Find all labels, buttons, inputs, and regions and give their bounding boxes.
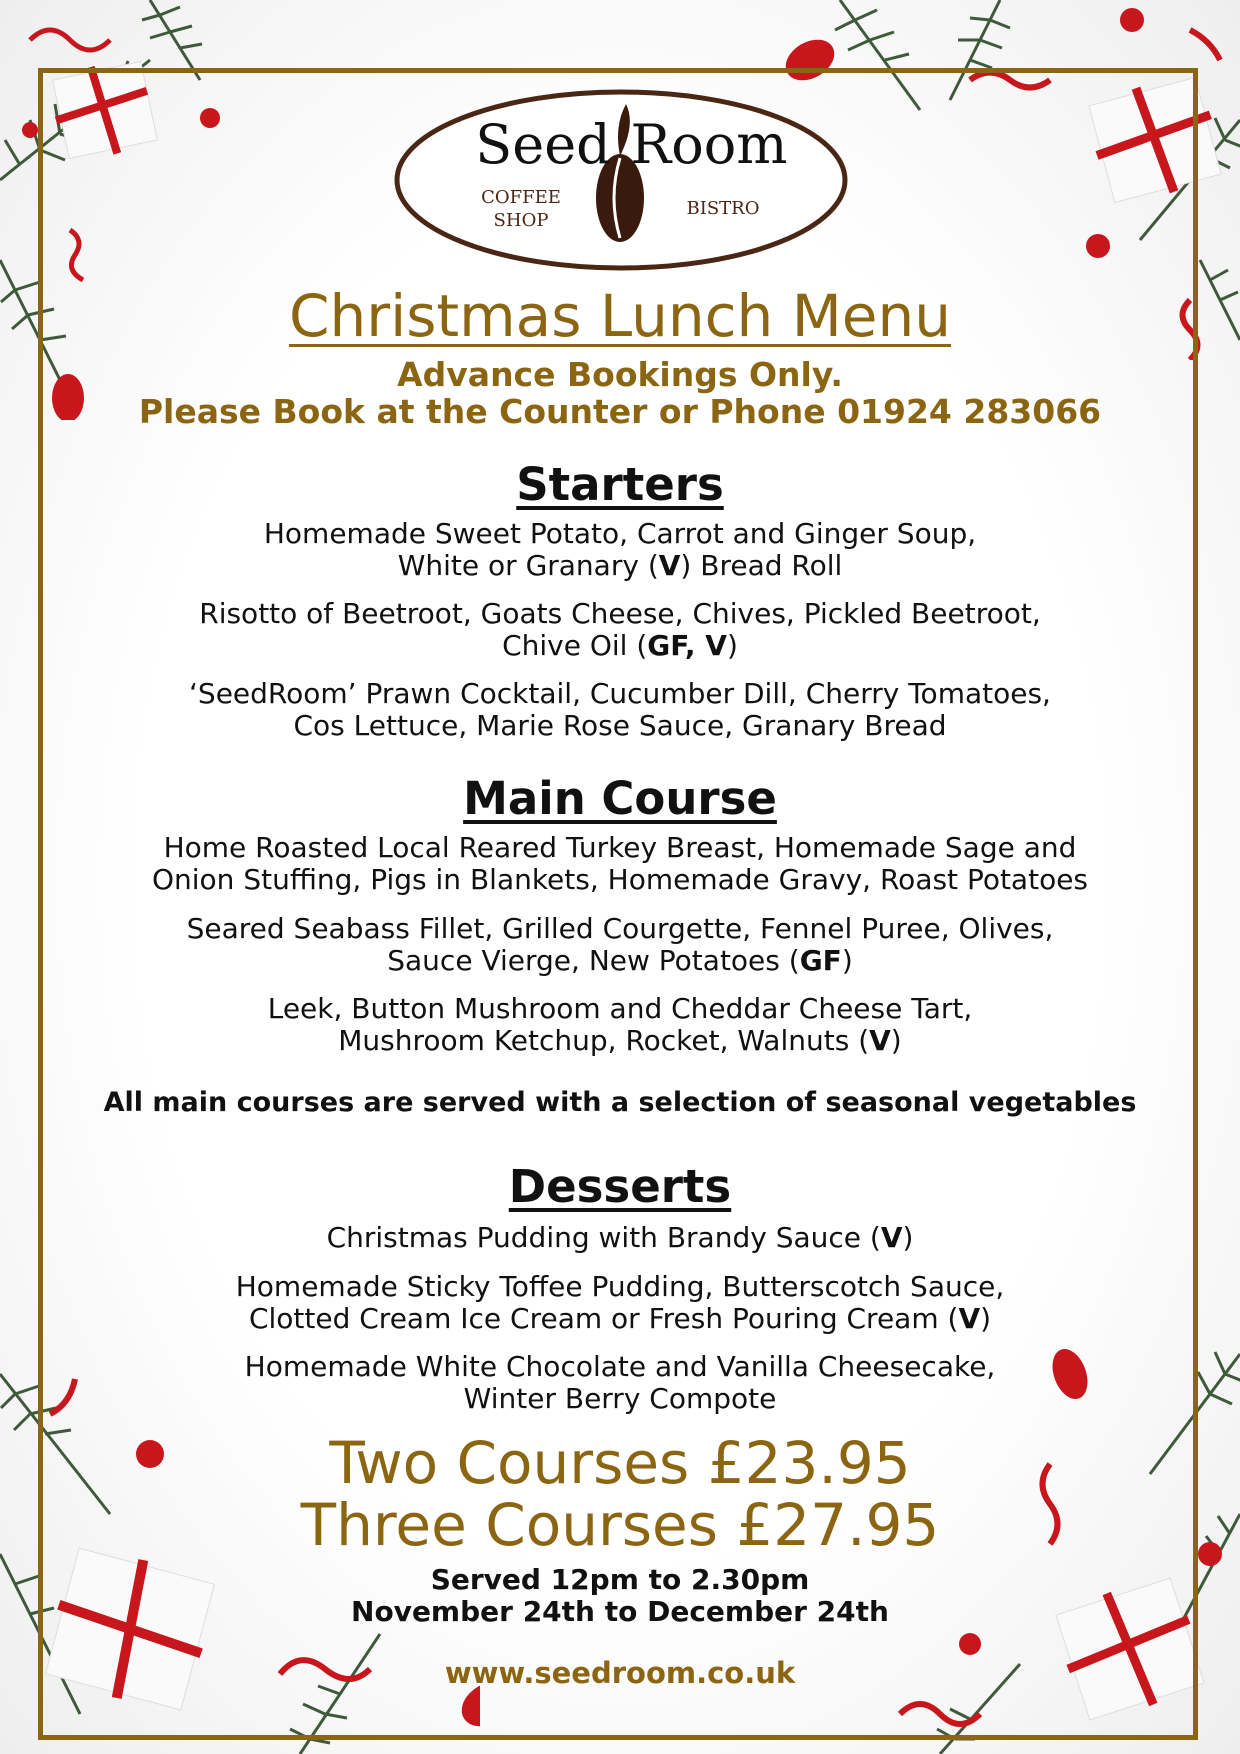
dietary-tag: V — [880, 1221, 903, 1254]
price-three-courses: Three Courses £27.95 — [300, 1491, 940, 1559]
main-3-line-2: Mushroom Ketchup, Rocket, Walnuts (V) — [338, 1024, 902, 1057]
starter-3-line-1: ‘SeedRoom’ Prawn Cocktail, Cucumber Dill, Cherry Tomatoes, — [189, 677, 1051, 710]
starter-2-line-1: Risotto of Beetroot, Goats Cheese, Chives, Pickled Beetroot, — [199, 597, 1041, 630]
dessert-2-line-1: Homemade Sticky Toffee Pudding, Butterscotch Sauce, — [235, 1270, 1005, 1303]
main-item-2 — [0, 913, 1240, 977]
starter-2-line-2: Chive Oil (GF, V) — [502, 629, 738, 662]
starter-1-line-1: Homemade Sweet Potato, Carrot and Ginger Soup, — [263, 517, 977, 550]
menu-title: Christmas Lunch Menu — [288, 282, 951, 350]
logo-sub-left-1: COFFEE — [481, 187, 561, 208]
main-1-line-1: Home Roasted Local Reared Turkey Breast, Homemade Sage and — [163, 831, 1077, 864]
dessert-3-line-1: Homemade White Chocolate and Vanilla Cheesecake, — [244, 1350, 996, 1383]
main-2-line-1: Seared Seabass Fillet, Grilled Courgette, Fennel Puree, Olives, — [186, 912, 1054, 945]
starter-1-line-2: White or Granary (V) Bread Roll — [397, 549, 843, 582]
main-item-1 — [0, 832, 1240, 896]
served-dates: November 24th to December 24th — [351, 1595, 889, 1628]
booking-line-2: Please Book at the Counter or Phone 01924 283066 — [138, 392, 1102, 431]
dessert-item-2 — [0, 1271, 1240, 1335]
logo-sub-left-2: SHOP — [493, 210, 549, 231]
main-1-line-2: Onion Stuffing, Pigs in Blankets, Homemade Gravy, Roast Potatoes — [151, 863, 1089, 896]
desserts-heading: Desserts — [508, 1160, 732, 1213]
logo-sub-right: BISTRO — [686, 198, 760, 219]
dietary-tag: GF, V — [647, 629, 727, 662]
dietary-tag: GF — [799, 944, 842, 977]
dessert-1-line-1: Christmas Pudding with Brandy Sauce (V) — [326, 1221, 914, 1254]
menu-title-block — [0, 282, 1240, 350]
main-3-line-1: Leek, Button Mushroom and Cheddar Cheese Tart, — [267, 992, 973, 1025]
starter-item-2 — [0, 598, 1240, 662]
price-two-courses: Two Courses £23.95 — [329, 1429, 911, 1497]
dietary-tag: V — [958, 1302, 981, 1335]
main-course-heading: Main Course — [463, 772, 777, 825]
main-2-line-2: Sauce Vierge, New Potatoes (GF) — [387, 944, 853, 977]
website-link[interactable]: www.seedroom.co.uk — [444, 1656, 796, 1690]
dessert-3-line-2: Winter Berry Compote — [463, 1382, 777, 1415]
vegetables-note: All main courses are served with a selection of seasonal vegetables — [103, 1087, 1137, 1118]
starter-3-line-2: Cos Lettuce, Marie Rose Sauce, Granary Bread — [293, 709, 947, 742]
starters-heading: Starters — [516, 458, 724, 511]
dessert-item-3 — [0, 1351, 1240, 1415]
logo-brand-left: Seed — [475, 113, 611, 176]
price-block — [0, 1429, 1240, 1559]
logo-brand-right: Room — [630, 113, 788, 176]
booking-line-1: Advance Bookings Only. — [397, 355, 843, 394]
booking-info — [0, 356, 1240, 430]
dessert-2-line-2: Clotted Cream Ice Cream or Fresh Pouring Cream (V) — [248, 1302, 992, 1335]
dietary-tag: V — [869, 1024, 891, 1057]
main-item-3 — [0, 993, 1240, 1057]
dietary-tag: V — [658, 549, 681, 582]
dessert-item-1 — [0, 1222, 1240, 1254]
seedroom-logo — [393, 88, 849, 272]
starter-item-3 — [0, 678, 1240, 742]
served-hours: Served 12pm to 2.30pm — [430, 1563, 810, 1596]
serving-times — [0, 1564, 1240, 1628]
starter-item-1 — [0, 518, 1240, 582]
